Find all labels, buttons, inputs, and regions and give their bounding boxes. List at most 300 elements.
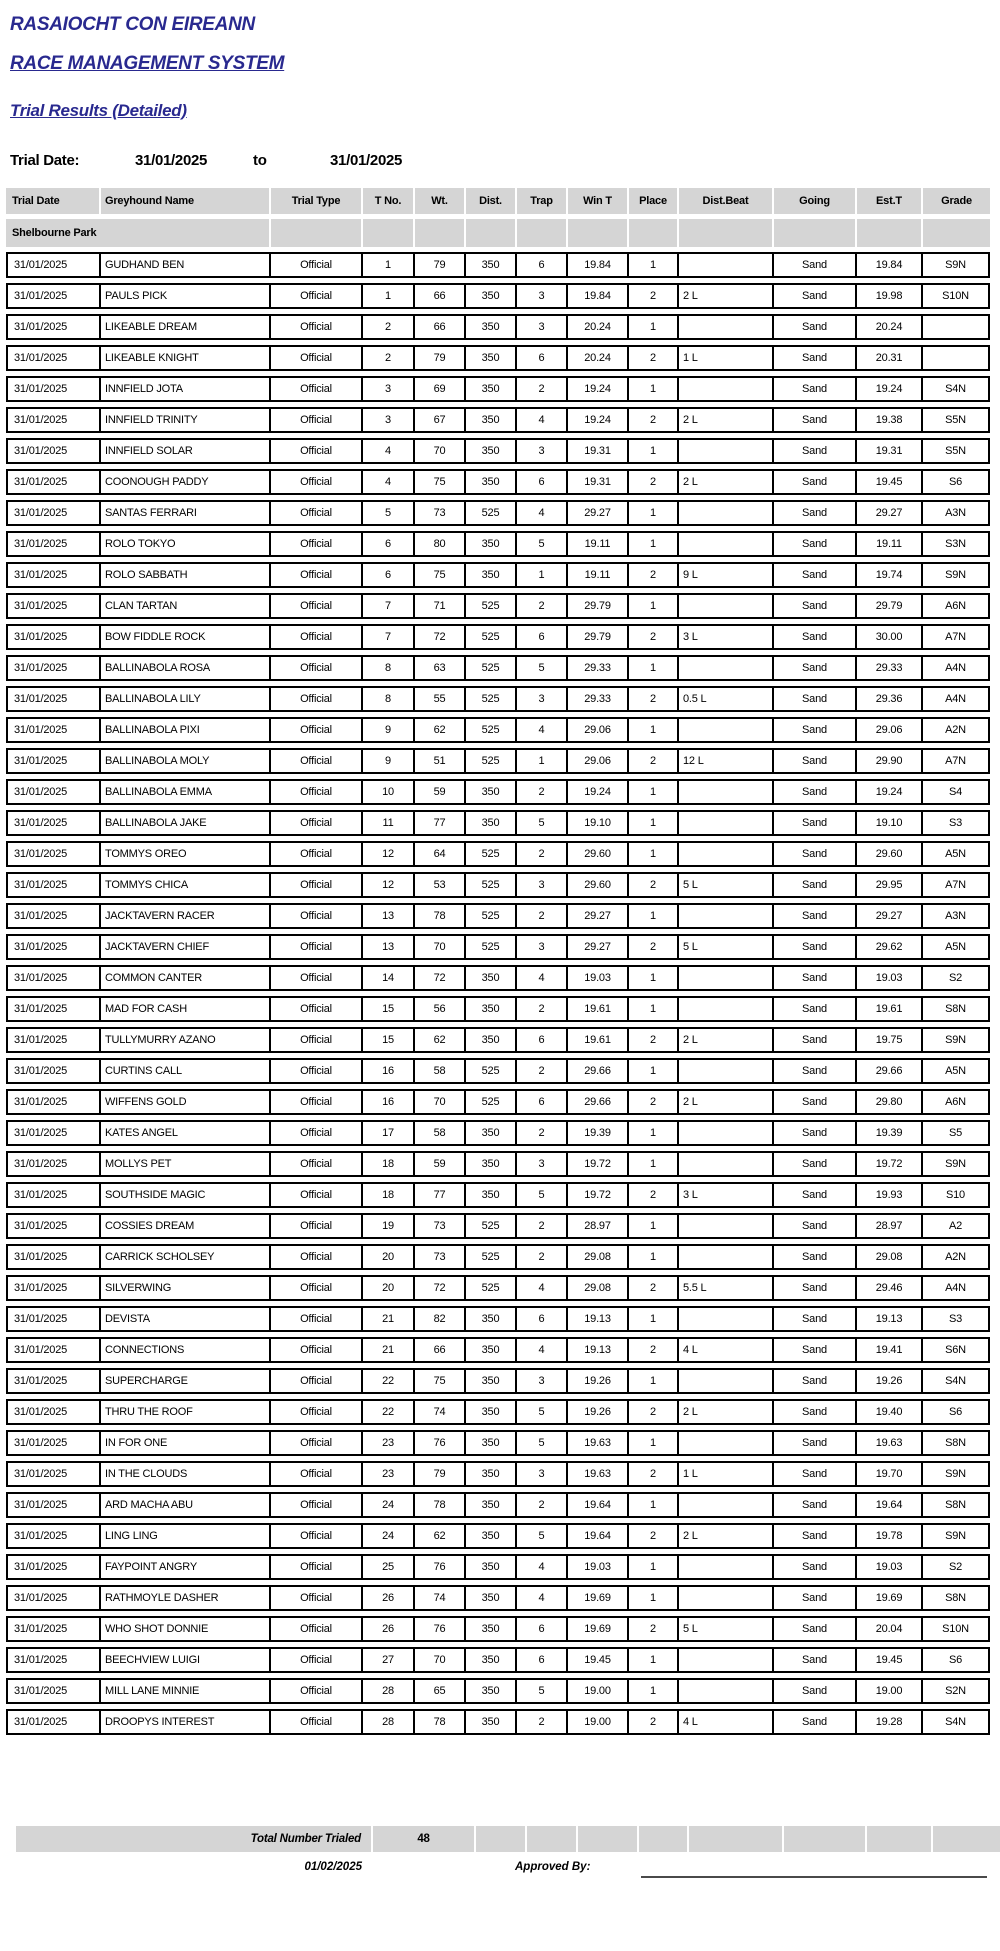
cell-trial-type: Official xyxy=(271,1368,363,1394)
cell-dist-: 350 xyxy=(466,562,517,588)
cell-greyhound-name: INNFIELD TRINITY xyxy=(101,407,271,433)
trial-date-to-label: to xyxy=(253,152,267,169)
cell-t-no-: 2 xyxy=(363,314,415,340)
cell-t-no-: 17 xyxy=(363,1120,415,1146)
cell-t-no-: 3 xyxy=(363,376,415,402)
cell-grade: S9N xyxy=(923,562,990,588)
cell-trap: 3 xyxy=(517,1151,568,1177)
cell-t-no-: 16 xyxy=(363,1058,415,1084)
cell-place: 1 xyxy=(629,996,679,1022)
cell-est-t: 19.93 xyxy=(857,1182,923,1208)
cell-trial-type: Official xyxy=(271,1709,363,1735)
cell-place: 1 xyxy=(629,1120,679,1146)
cell-greyhound-name: MAD FOR CASH xyxy=(101,996,271,1022)
cell-est-t: 20.31 xyxy=(857,345,923,371)
cell-wt-: 73 xyxy=(415,1213,466,1239)
cell-trap: 4 xyxy=(517,407,568,433)
table-row xyxy=(6,1523,990,1549)
cell-greyhound-name: TOMMYS CHICA xyxy=(101,872,271,898)
cell-est-t: 19.70 xyxy=(857,1461,923,1487)
cell-wt-: 76 xyxy=(415,1430,466,1456)
cell-going: Sand xyxy=(774,1647,857,1673)
cell-trap: 2 xyxy=(517,1244,568,1270)
cell-t-no-: 21 xyxy=(363,1337,415,1363)
cell-greyhound-name: TULLYMURRY AZANO xyxy=(101,1027,271,1053)
cell-place: 1 xyxy=(629,1368,679,1394)
cell-place: 1 xyxy=(629,376,679,402)
cell-t-no-: 8 xyxy=(363,686,415,712)
cell-trial-type: Official xyxy=(271,407,363,433)
cell-dist-beat: 12 L xyxy=(679,748,774,774)
column-header-place: Place xyxy=(629,188,679,214)
cell-trial-type: Official xyxy=(271,345,363,371)
cell-grade: A2 xyxy=(923,1213,990,1239)
cell-trial-date: 31/01/2025 xyxy=(6,1120,101,1146)
cell-est-t: 29.80 xyxy=(857,1089,923,1115)
cell-dist-beat xyxy=(679,1368,774,1394)
cell-est-t: 29.62 xyxy=(857,934,923,960)
cell-est-t: 29.36 xyxy=(857,686,923,712)
cell-est-t: 19.03 xyxy=(857,1554,923,1580)
cell-trap: 2 xyxy=(517,593,568,619)
cell-greyhound-name: LIKEABLE KNIGHT xyxy=(101,345,271,371)
cell-dist-beat: 5 L xyxy=(679,1616,774,1642)
cell-t-no-: 3 xyxy=(363,407,415,433)
cell-trial-date: 31/01/2025 xyxy=(6,531,101,557)
cell-trap: 6 xyxy=(517,345,568,371)
cell-going: Sand xyxy=(774,407,857,433)
cell-t-no-: 13 xyxy=(363,903,415,929)
results-table xyxy=(6,183,990,1740)
cell-trial-date: 31/01/2025 xyxy=(6,1430,101,1456)
cell-wt-: 77 xyxy=(415,810,466,836)
venue-spacer xyxy=(517,219,568,247)
totals-spacer xyxy=(639,1826,689,1852)
table-row xyxy=(6,1554,990,1580)
cell-dist-: 350 xyxy=(466,1616,517,1642)
cell-t-no-: 16 xyxy=(363,1089,415,1115)
cell-wt-: 56 xyxy=(415,996,466,1022)
cell-trial-type: Official xyxy=(271,872,363,898)
cell-place: 1 xyxy=(629,903,679,929)
cell-going: Sand xyxy=(774,810,857,836)
cell-going: Sand xyxy=(774,965,857,991)
cell-going: Sand xyxy=(774,252,857,278)
cell-dist-beat xyxy=(679,903,774,929)
cell-trap: 2 xyxy=(517,1120,568,1146)
cell-place: 2 xyxy=(629,407,679,433)
cell-est-t: 28.97 xyxy=(857,1213,923,1239)
cell-trial-type: Official xyxy=(271,1616,363,1642)
cell-dist-beat: 4 L xyxy=(679,1709,774,1735)
totals-spacer xyxy=(578,1826,639,1852)
trial-date-line xyxy=(10,152,990,170)
cell-trial-date: 31/01/2025 xyxy=(6,624,101,650)
cell-place: 1 xyxy=(629,779,679,805)
cell-place: 2 xyxy=(629,1089,679,1115)
cell-wt-: 73 xyxy=(415,1244,466,1270)
cell-win-t: 19.72 xyxy=(568,1182,629,1208)
cell-trap: 2 xyxy=(517,996,568,1022)
cell-trial-type: Official xyxy=(271,655,363,681)
cell-trial-date: 31/01/2025 xyxy=(6,407,101,433)
table-row xyxy=(6,1368,990,1394)
cell-place: 2 xyxy=(629,624,679,650)
table-row xyxy=(6,469,990,495)
cell-est-t: 19.03 xyxy=(857,965,923,991)
table-row xyxy=(6,1678,990,1704)
cell-grade: S6 xyxy=(923,1399,990,1425)
table-row xyxy=(6,779,990,805)
cell-trial-date: 31/01/2025 xyxy=(6,1678,101,1704)
cell-greyhound-name: BALLINABOLA LILY xyxy=(101,686,271,712)
cell-trial-date: 31/01/2025 xyxy=(6,283,101,309)
cell-dist-: 350 xyxy=(466,1461,517,1487)
cell-trap: 6 xyxy=(517,469,568,495)
cell-trial-date: 31/01/2025 xyxy=(6,438,101,464)
cell-grade: S4N xyxy=(923,1368,990,1394)
cell-dist-: 525 xyxy=(466,1275,517,1301)
cell-place: 2 xyxy=(629,748,679,774)
cell-trap: 5 xyxy=(517,655,568,681)
cell-grade: A5N xyxy=(923,1058,990,1084)
cell-dist-beat xyxy=(679,810,774,836)
cell-wt-: 51 xyxy=(415,748,466,774)
cell-going: Sand xyxy=(774,438,857,464)
cell-greyhound-name: IN FOR ONE xyxy=(101,1430,271,1456)
cell-trial-date: 31/01/2025 xyxy=(6,1616,101,1642)
column-header-trial-date: Trial Date xyxy=(6,188,101,214)
cell-wt-: 62 xyxy=(415,1523,466,1549)
cell-going: Sand xyxy=(774,1244,857,1270)
cell-greyhound-name: WIFFENS GOLD xyxy=(101,1089,271,1115)
cell-est-t: 19.13 xyxy=(857,1306,923,1332)
cell-trial-date: 31/01/2025 xyxy=(6,345,101,371)
cell-trial-date: 31/01/2025 xyxy=(6,314,101,340)
cell-greyhound-name: BALLINABOLA PIXI xyxy=(101,717,271,743)
cell-trial-date: 31/01/2025 xyxy=(6,1709,101,1735)
cell-dist-: 350 xyxy=(466,1678,517,1704)
cell-dist-beat xyxy=(679,1585,774,1611)
cell-dist-beat xyxy=(679,1151,774,1177)
cell-est-t: 29.33 xyxy=(857,655,923,681)
cell-dist-beat xyxy=(679,1244,774,1270)
table-row xyxy=(6,593,990,619)
cell-dist-beat: 2 L xyxy=(679,469,774,495)
cell-dist-beat: 2 L xyxy=(679,1523,774,1549)
cell-dist-: 350 xyxy=(466,1709,517,1735)
cell-win-t: 19.03 xyxy=(568,1554,629,1580)
cell-win-t: 19.24 xyxy=(568,779,629,805)
cell-trial-type: Official xyxy=(271,1151,363,1177)
cell-greyhound-name: JACKTAVERN CHIEF xyxy=(101,934,271,960)
cell-dist-beat: 2 L xyxy=(679,283,774,309)
table-row xyxy=(6,314,990,340)
cell-dist-: 350 xyxy=(466,1027,517,1053)
signature-line xyxy=(641,1876,987,1878)
totals-spacer xyxy=(689,1826,784,1852)
cell-win-t: 19.84 xyxy=(568,252,629,278)
cell-trial-date: 31/01/2025 xyxy=(6,1554,101,1580)
cell-win-t: 29.06 xyxy=(568,717,629,743)
cell-trial-type: Official xyxy=(271,314,363,340)
cell-trap: 4 xyxy=(517,965,568,991)
cell-wt-: 74 xyxy=(415,1585,466,1611)
cell-place: 2 xyxy=(629,345,679,371)
report-title: Trial Results (Detailed) xyxy=(10,101,187,120)
cell-going: Sand xyxy=(774,934,857,960)
cell-trial-date: 31/01/2025 xyxy=(6,779,101,805)
cell-t-no-: 6 xyxy=(363,531,415,557)
cell-win-t: 19.45 xyxy=(568,1647,629,1673)
cell-trial-type: Official xyxy=(271,1647,363,1673)
cell-place: 2 xyxy=(629,872,679,898)
cell-greyhound-name: CARRICK SCHOLSEY xyxy=(101,1244,271,1270)
cell-t-no-: 20 xyxy=(363,1244,415,1270)
cell-trap: 6 xyxy=(517,1089,568,1115)
cell-wt-: 65 xyxy=(415,1678,466,1704)
cell-dist-beat: 5.5 L xyxy=(679,1275,774,1301)
cell-trap: 6 xyxy=(517,1647,568,1673)
cell-t-no-: 15 xyxy=(363,1027,415,1053)
cell-win-t: 19.39 xyxy=(568,1120,629,1146)
cell-dist-: 350 xyxy=(466,252,517,278)
cell-win-t: 19.69 xyxy=(568,1616,629,1642)
cell-dist-beat xyxy=(679,438,774,464)
cell-win-t: 19.24 xyxy=(568,376,629,402)
cell-place: 2 xyxy=(629,1709,679,1735)
column-header-dist-: Dist. xyxy=(466,188,517,214)
cell-trial-type: Official xyxy=(271,1182,363,1208)
cell-trap: 4 xyxy=(517,1554,568,1580)
cell-going: Sand xyxy=(774,872,857,898)
table-row xyxy=(6,1244,990,1270)
cell-est-t: 19.00 xyxy=(857,1678,923,1704)
cell-grade: A6N xyxy=(923,593,990,619)
cell-trial-date: 31/01/2025 xyxy=(6,593,101,619)
column-header-going: Going xyxy=(774,188,857,214)
venue-spacer xyxy=(466,219,517,247)
cell-grade: S2N xyxy=(923,1678,990,1704)
cell-trial-type: Official xyxy=(271,500,363,526)
cell-trap: 2 xyxy=(517,841,568,867)
cell-dist-beat: 2 L xyxy=(679,1027,774,1053)
cell-dist-: 350 xyxy=(466,965,517,991)
cell-dist-beat xyxy=(679,1430,774,1456)
cell-t-no-: 12 xyxy=(363,872,415,898)
cell-wt-: 53 xyxy=(415,872,466,898)
venue-spacer xyxy=(774,219,857,247)
cell-greyhound-name: BOW FIDDLE ROCK xyxy=(101,624,271,650)
cell-t-no-: 19 xyxy=(363,1213,415,1239)
cell-greyhound-name: COMMON CANTER xyxy=(101,965,271,991)
cell-place: 1 xyxy=(629,1244,679,1270)
cell-going: Sand xyxy=(774,717,857,743)
cell-trap: 5 xyxy=(517,1430,568,1456)
cell-trap: 5 xyxy=(517,1182,568,1208)
cell-grade: S8N xyxy=(923,996,990,1022)
cell-win-t: 28.97 xyxy=(568,1213,629,1239)
cell-grade: S3 xyxy=(923,1306,990,1332)
report-date: 01/02/2025 xyxy=(304,1861,362,1873)
cell-dist-beat: 9 L xyxy=(679,562,774,588)
cell-place: 1 xyxy=(629,1554,679,1580)
cell-est-t: 19.69 xyxy=(857,1585,923,1611)
cell-going: Sand xyxy=(774,1585,857,1611)
cell-grade: S8N xyxy=(923,1492,990,1518)
cell-dist-: 350 xyxy=(466,438,517,464)
cell-est-t: 29.46 xyxy=(857,1275,923,1301)
venue-spacer xyxy=(923,219,990,247)
cell-trap: 3 xyxy=(517,1461,568,1487)
cell-dist-: 350 xyxy=(466,1182,517,1208)
cell-win-t: 19.03 xyxy=(568,965,629,991)
cell-dist-beat: 1 L xyxy=(679,1461,774,1487)
cell-greyhound-name: INNFIELD JOTA xyxy=(101,376,271,402)
cell-est-t: 19.45 xyxy=(857,1647,923,1673)
cell-t-no-: 10 xyxy=(363,779,415,805)
table-row xyxy=(6,1275,990,1301)
cell-trap: 2 xyxy=(517,1058,568,1084)
cell-greyhound-name: INNFIELD SOLAR xyxy=(101,438,271,464)
cell-dist-: 350 xyxy=(466,810,517,836)
cell-trap: 6 xyxy=(517,1616,568,1642)
cell-win-t: 29.27 xyxy=(568,934,629,960)
cell-win-t: 19.00 xyxy=(568,1709,629,1735)
cell-place: 2 xyxy=(629,283,679,309)
cell-est-t: 19.78 xyxy=(857,1523,923,1549)
cell-t-no-: 26 xyxy=(363,1616,415,1642)
cell-est-t: 19.84 xyxy=(857,252,923,278)
table-row xyxy=(6,407,990,433)
cell-going: Sand xyxy=(774,500,857,526)
cell-wt-: 63 xyxy=(415,655,466,681)
cell-grade: S2 xyxy=(923,1554,990,1580)
cell-place: 1 xyxy=(629,1430,679,1456)
cell-place: 2 xyxy=(629,1399,679,1425)
cell-going: Sand xyxy=(774,1213,857,1239)
cell-trial-type: Official xyxy=(271,1554,363,1580)
trial-date-from: 31/01/2025 xyxy=(135,152,208,169)
cell-grade xyxy=(923,314,990,340)
cell-est-t: 19.39 xyxy=(857,1120,923,1146)
cell-trap: 5 xyxy=(517,531,568,557)
cell-greyhound-name: PAULS PICK xyxy=(101,283,271,309)
cell-dist-beat: 2 L xyxy=(679,1089,774,1115)
cell-dist-: 525 xyxy=(466,1213,517,1239)
cell-wt-: 70 xyxy=(415,1647,466,1673)
cell-win-t: 19.10 xyxy=(568,810,629,836)
cell-wt-: 78 xyxy=(415,1709,466,1735)
cell-win-t: 29.66 xyxy=(568,1089,629,1115)
venue-row xyxy=(6,219,990,247)
cell-greyhound-name: COONOUGH PADDY xyxy=(101,469,271,495)
cell-greyhound-name: BALLINABOLA EMMA xyxy=(101,779,271,805)
cell-win-t: 19.26 xyxy=(568,1399,629,1425)
cell-t-no-: 7 xyxy=(363,593,415,619)
cell-dist-: 350 xyxy=(466,1523,517,1549)
cell-going: Sand xyxy=(774,748,857,774)
table-row xyxy=(6,1337,990,1363)
cell-trial-type: Official xyxy=(271,283,363,309)
cell-trap: 2 xyxy=(517,1492,568,1518)
cell-greyhound-name: LIKEABLE DREAM xyxy=(101,314,271,340)
cell-trial-date: 31/01/2025 xyxy=(6,1647,101,1673)
cell-est-t: 29.95 xyxy=(857,872,923,898)
cell-trap: 3 xyxy=(517,283,568,309)
cell-est-t: 29.79 xyxy=(857,593,923,619)
cell-est-t: 19.63 xyxy=(857,1430,923,1456)
cell-wt-: 72 xyxy=(415,1275,466,1301)
cell-win-t: 29.08 xyxy=(568,1244,629,1270)
cell-win-t: 19.63 xyxy=(568,1430,629,1456)
total-trialed-value: 48 xyxy=(373,1826,476,1852)
totals-spacer xyxy=(527,1826,578,1852)
cell-place: 1 xyxy=(629,1058,679,1084)
table-row xyxy=(6,1306,990,1332)
cell-grade: S10N xyxy=(923,283,990,309)
cell-trial-type: Official xyxy=(271,1275,363,1301)
cell-grade: S6 xyxy=(923,1647,990,1673)
cell-trial-type: Official xyxy=(271,686,363,712)
cell-est-t: 19.98 xyxy=(857,283,923,309)
cell-greyhound-name: SUPERCHARGE xyxy=(101,1368,271,1394)
cell-t-no-: 7 xyxy=(363,624,415,650)
cell-trial-type: Official xyxy=(271,810,363,836)
cell-grade: A4N xyxy=(923,655,990,681)
total-trialed-label: Total Number Trialed xyxy=(16,1826,373,1852)
cell-trial-date: 31/01/2025 xyxy=(6,655,101,681)
cell-win-t: 29.60 xyxy=(568,872,629,898)
cell-t-no-: 18 xyxy=(363,1151,415,1177)
table-row xyxy=(6,1647,990,1673)
cell-win-t: 19.84 xyxy=(568,283,629,309)
cell-dist-: 525 xyxy=(466,686,517,712)
cell-trial-type: Official xyxy=(271,996,363,1022)
cell-trial-date: 31/01/2025 xyxy=(6,1461,101,1487)
cell-dist-: 350 xyxy=(466,314,517,340)
cell-dist-beat xyxy=(679,1213,774,1239)
table-row xyxy=(6,562,990,588)
cell-going: Sand xyxy=(774,562,857,588)
cell-trial-date: 31/01/2025 xyxy=(6,686,101,712)
cell-place: 1 xyxy=(629,841,679,867)
cell-wt-: 69 xyxy=(415,376,466,402)
system-title: RACE MANAGEMENT SYSTEM xyxy=(10,53,285,74)
cell-wt-: 70 xyxy=(415,934,466,960)
cell-greyhound-name: BALLINABOLA ROSA xyxy=(101,655,271,681)
cell-place: 1 xyxy=(629,965,679,991)
table-row xyxy=(6,1616,990,1642)
cell-place: 2 xyxy=(629,1275,679,1301)
cell-t-no-: 12 xyxy=(363,841,415,867)
cell-dist-: 350 xyxy=(466,996,517,1022)
cell-trial-date: 31/01/2025 xyxy=(6,469,101,495)
cell-grade: A7N xyxy=(923,748,990,774)
cell-trial-type: Official xyxy=(271,1585,363,1611)
cell-grade: A4N xyxy=(923,686,990,712)
cell-dist-: 350 xyxy=(466,1120,517,1146)
cell-dist-beat: 3 L xyxy=(679,1182,774,1208)
cell-greyhound-name: GUDHAND BEN xyxy=(101,252,271,278)
table-row xyxy=(6,1151,990,1177)
table-row xyxy=(6,1709,990,1735)
cell-place: 2 xyxy=(629,1461,679,1487)
cell-dist-: 350 xyxy=(466,1151,517,1177)
cell-wt-: 79 xyxy=(415,1461,466,1487)
cell-going: Sand xyxy=(774,1399,857,1425)
cell-place: 2 xyxy=(629,1523,679,1549)
